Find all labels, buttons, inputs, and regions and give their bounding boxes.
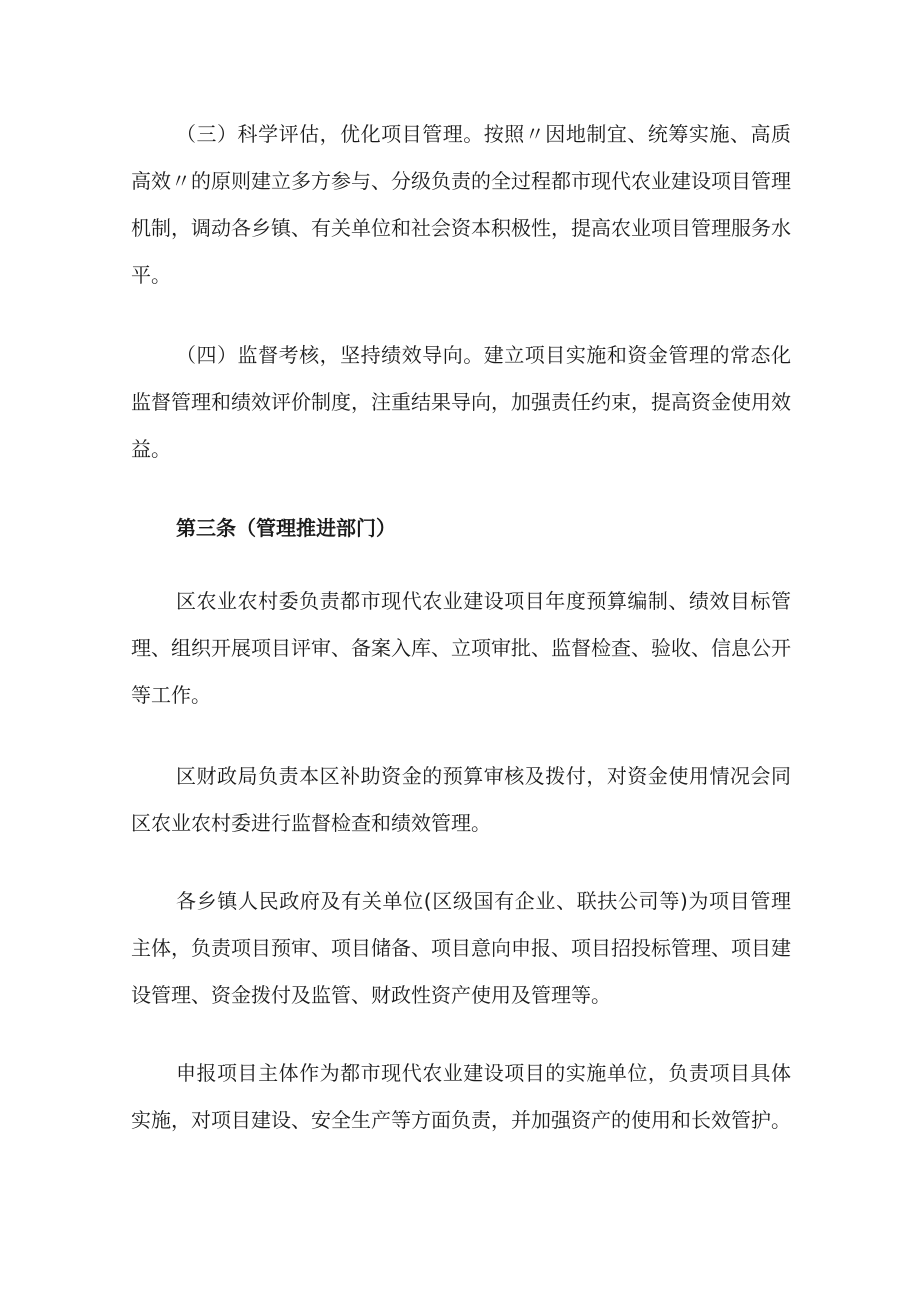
paragraph-township-governments: 各乡镇人民政府及有关单位(区级国有企业、联扶公司等)为项目管理主体，负责项目预审、项目储备、项目意向申报、项目招投标管理、项目建设管理、资金拨付及监管、财政性资产使用及管理等。 [131, 889, 791, 1007]
paragraph-scientific-evaluation: （三）科学评估，优化项目管理。按照〃因地制宜、统筹实施、高质高效〃的原则建立多方参与、分级负责的全过程都市现代农业建设项目管理机制，调动各乡镇、有关单位和社会资本积极性，提高农业项目管理服务水平。 [131, 122, 791, 287]
paragraph-agriculture-committee: 区农业农村委负责都市现代农业建设项目年度预算编制、绩效目标管理、组织开展项目评审、备案入库、立项审批、监督检查、验收、信息公开等工作。 [131, 589, 791, 707]
paragraph-finance-bureau: 区财政局负责本区补助资金的预算审核及拨付，对资金使用情况会同区农业农村委进行监督检查和绩效管理。 [131, 764, 791, 835]
paragraph-supervision-assessment: （四）监督考核，坚持绩效导向。建立项目实施和资金管理的常态化监督管理和绩效评价制度，注重结果导向，加强责任约束，提高资金使用效益。 [131, 343, 791, 461]
paragraph-project-applicants: 申报项目主体作为都市现代农业建设项目的实施单位，负责项目具体实施，对项目建设、安全生产等方面负责，并加强资产的使用和长效管护。 [131, 1061, 791, 1132]
section-heading-article-3: 第三条（管理推进部门） [176, 516, 396, 540]
